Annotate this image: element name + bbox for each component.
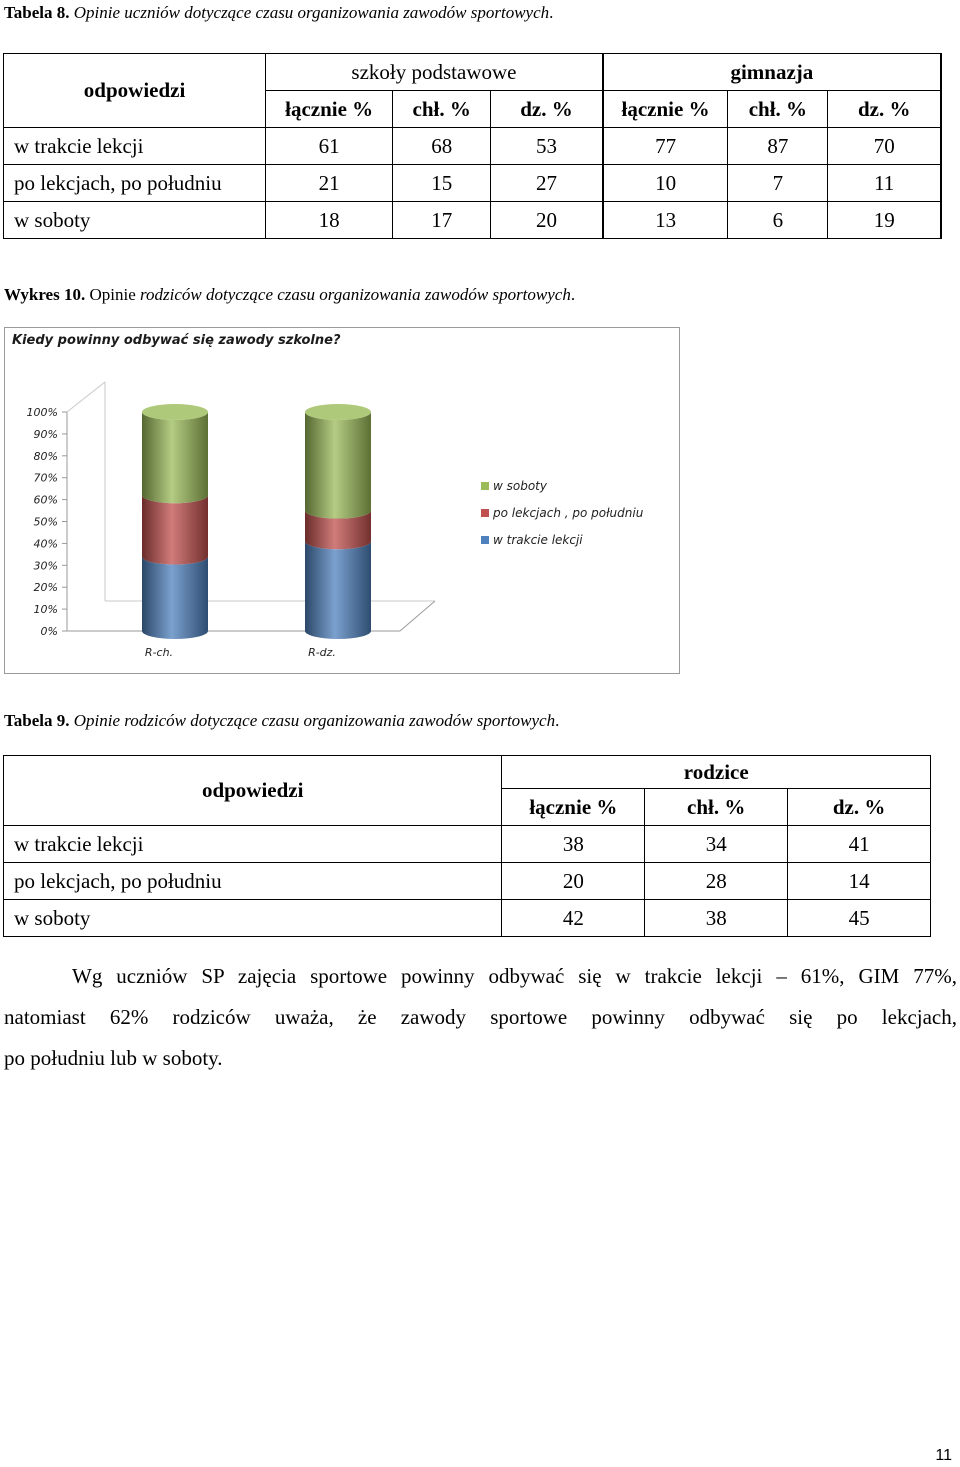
subheader-cell: chł. % — [728, 91, 828, 128]
table8-header-answers: odpowiedzi — [4, 54, 266, 128]
stacked-cylinder-chart — [5, 328, 679, 673]
x-tick-label: R-dz. — [308, 646, 336, 659]
table8 — [3, 53, 942, 239]
bar-segment — [305, 412, 371, 519]
chart-caption — [4, 285, 575, 305]
cell-value: 21 — [266, 165, 393, 202]
row-label: po lekcjach, po południu — [4, 165, 266, 202]
subheader-cell: dz. % — [788, 789, 931, 826]
chart-caption-word: Opinie — [89, 285, 136, 304]
cell-value: 10 — [603, 165, 728, 202]
bar-segment — [142, 495, 208, 564]
subheader-cell: łącznie % — [603, 91, 728, 128]
bar-stack-2 — [305, 404, 371, 639]
y-tick-label: 10% — [33, 603, 58, 617]
table9-row — [4, 826, 931, 863]
cell-value: 7 — [728, 165, 828, 202]
cell-value: 42 — [502, 900, 645, 937]
cell-value: 77 — [603, 128, 728, 165]
subheader-cell: dz. % — [491, 91, 603, 128]
paragraph-line-1: Wg uczniów SP zajęcia sportowe powinny odbywać się w trakcie lekcji – 61%, GIM 77%, — [72, 964, 957, 988]
cell-value: 19 — [828, 202, 941, 239]
y-tick-label: 60% — [33, 493, 58, 507]
cell-value: 20 — [491, 202, 603, 239]
y-tick-label: 40% — [33, 537, 58, 551]
chart-caption-dot: . — [570, 285, 576, 304]
cell-value: 28 — [645, 863, 788, 900]
y-tick-label: 0% — [40, 625, 58, 638]
table8-header-primary: szkoły podstawowe — [266, 54, 603, 91]
axis-floor-edge — [400, 601, 435, 631]
legend-label: w soboty — [493, 479, 547, 493]
table8-caption-label: Tabela 8. — [4, 3, 70, 22]
cell-value: 38 — [502, 826, 645, 863]
chart-caption-text: rodziców dotyczące czasu organizowania zawodów sportowych — [140, 285, 571, 304]
chart-container — [4, 327, 680, 674]
row-label: po lekcjach, po południu — [4, 863, 502, 900]
cell-value: 87 — [728, 128, 828, 165]
cell-value: 61 — [266, 128, 393, 165]
y-tick-label: 20% — [33, 581, 58, 595]
y-tick-label: 90% — [33, 427, 58, 441]
legend-swatch — [481, 482, 489, 490]
cell-value: 70 — [828, 128, 941, 165]
y-tick-label: 70% — [33, 471, 58, 485]
table8-row — [4, 165, 942, 202]
cell-value: 6 — [728, 202, 828, 239]
cell-value: 34 — [645, 826, 788, 863]
row-label: w soboty — [4, 900, 502, 937]
bar-segment — [142, 557, 208, 639]
cell-value: 68 — [393, 128, 491, 165]
cell-value: 27 — [491, 165, 603, 202]
y-tick-label: 80% — [33, 449, 58, 463]
cell-value: 15 — [393, 165, 491, 202]
cell-value: 38 — [645, 900, 788, 937]
cell-value: 18 — [266, 202, 393, 239]
chart-caption-label: Wykres 10. — [4, 285, 86, 304]
cell-value: 53 — [491, 128, 603, 165]
table9-caption-text: Opinie rodziców dotyczące czasu organizowania zawodów sportowych — [73, 711, 556, 730]
bar-segment — [305, 541, 371, 639]
y-tick-label: 30% — [33, 559, 58, 573]
row-label: w trakcie lekcji — [4, 128, 266, 165]
table8-row — [4, 202, 942, 239]
legend-swatch — [481, 509, 489, 517]
table9-caption-dot: . — [555, 711, 560, 730]
cell-value: 13 — [603, 202, 728, 239]
subheader-cell: łącznie % — [266, 91, 393, 128]
row-label: w soboty — [4, 202, 266, 239]
page-number: 11 — [935, 1447, 952, 1464]
table8-caption — [4, 3, 553, 23]
row-label: w trakcie lekcji — [4, 826, 502, 863]
table8-caption-dot: . — [549, 3, 554, 22]
cell-value: 14 — [788, 863, 931, 900]
cell-value: 11 — [828, 165, 941, 202]
table9-header-parents: rodzice — [502, 756, 931, 789]
table8-caption-text: Opinie uczniów dotyczące czasu organizowania zawodów sportowych — [73, 3, 550, 22]
axis-depth-top — [67, 382, 105, 412]
table9-row — [4, 863, 931, 900]
subheader-cell: łącznie % — [502, 789, 645, 826]
subheader-cell: chł. % — [393, 91, 491, 128]
legend-label: w trakcie lekcji — [493, 533, 583, 547]
table9 — [3, 755, 931, 937]
subheader-cell: dz. % — [828, 91, 941, 128]
table8-row — [4, 128, 942, 165]
table9-caption-label: Tabela 9. — [4, 711, 70, 730]
cell-value: 17 — [393, 202, 491, 239]
subheader-cell: chł. % — [645, 789, 788, 826]
table9-row — [4, 900, 931, 937]
bar-top-cap — [142, 404, 208, 420]
table9-header-answers: odpowiedzi — [4, 756, 502, 826]
table9-caption — [4, 711, 559, 731]
x-tick-label: R-ch. — [144, 646, 174, 659]
paragraph-line-2: natomiast 62% rodziców uważa, że zawody sportowe powinny odbywać się po lekcjach, — [4, 1005, 957, 1029]
bar-top-cap — [305, 404, 371, 420]
cell-value: 20 — [502, 863, 645, 900]
chart-title: Kiedy powinny odbywać się zawody szkolne? — [12, 333, 341, 348]
paragraph-line-3: po południu lub w soboty. — [4, 1046, 223, 1070]
bar-segment — [142, 412, 208, 503]
legend-swatch — [481, 536, 489, 544]
y-tick-label: 50% — [33, 515, 58, 529]
bar-stack-1 — [142, 404, 208, 639]
legend-label: po lekcjach , po południu — [493, 506, 644, 520]
cell-value: 45 — [788, 900, 931, 937]
cell-value: 41 — [788, 826, 931, 863]
table8-header-gymnasium: gimnazja — [603, 54, 941, 91]
y-tick-label: 100% — [26, 406, 58, 419]
